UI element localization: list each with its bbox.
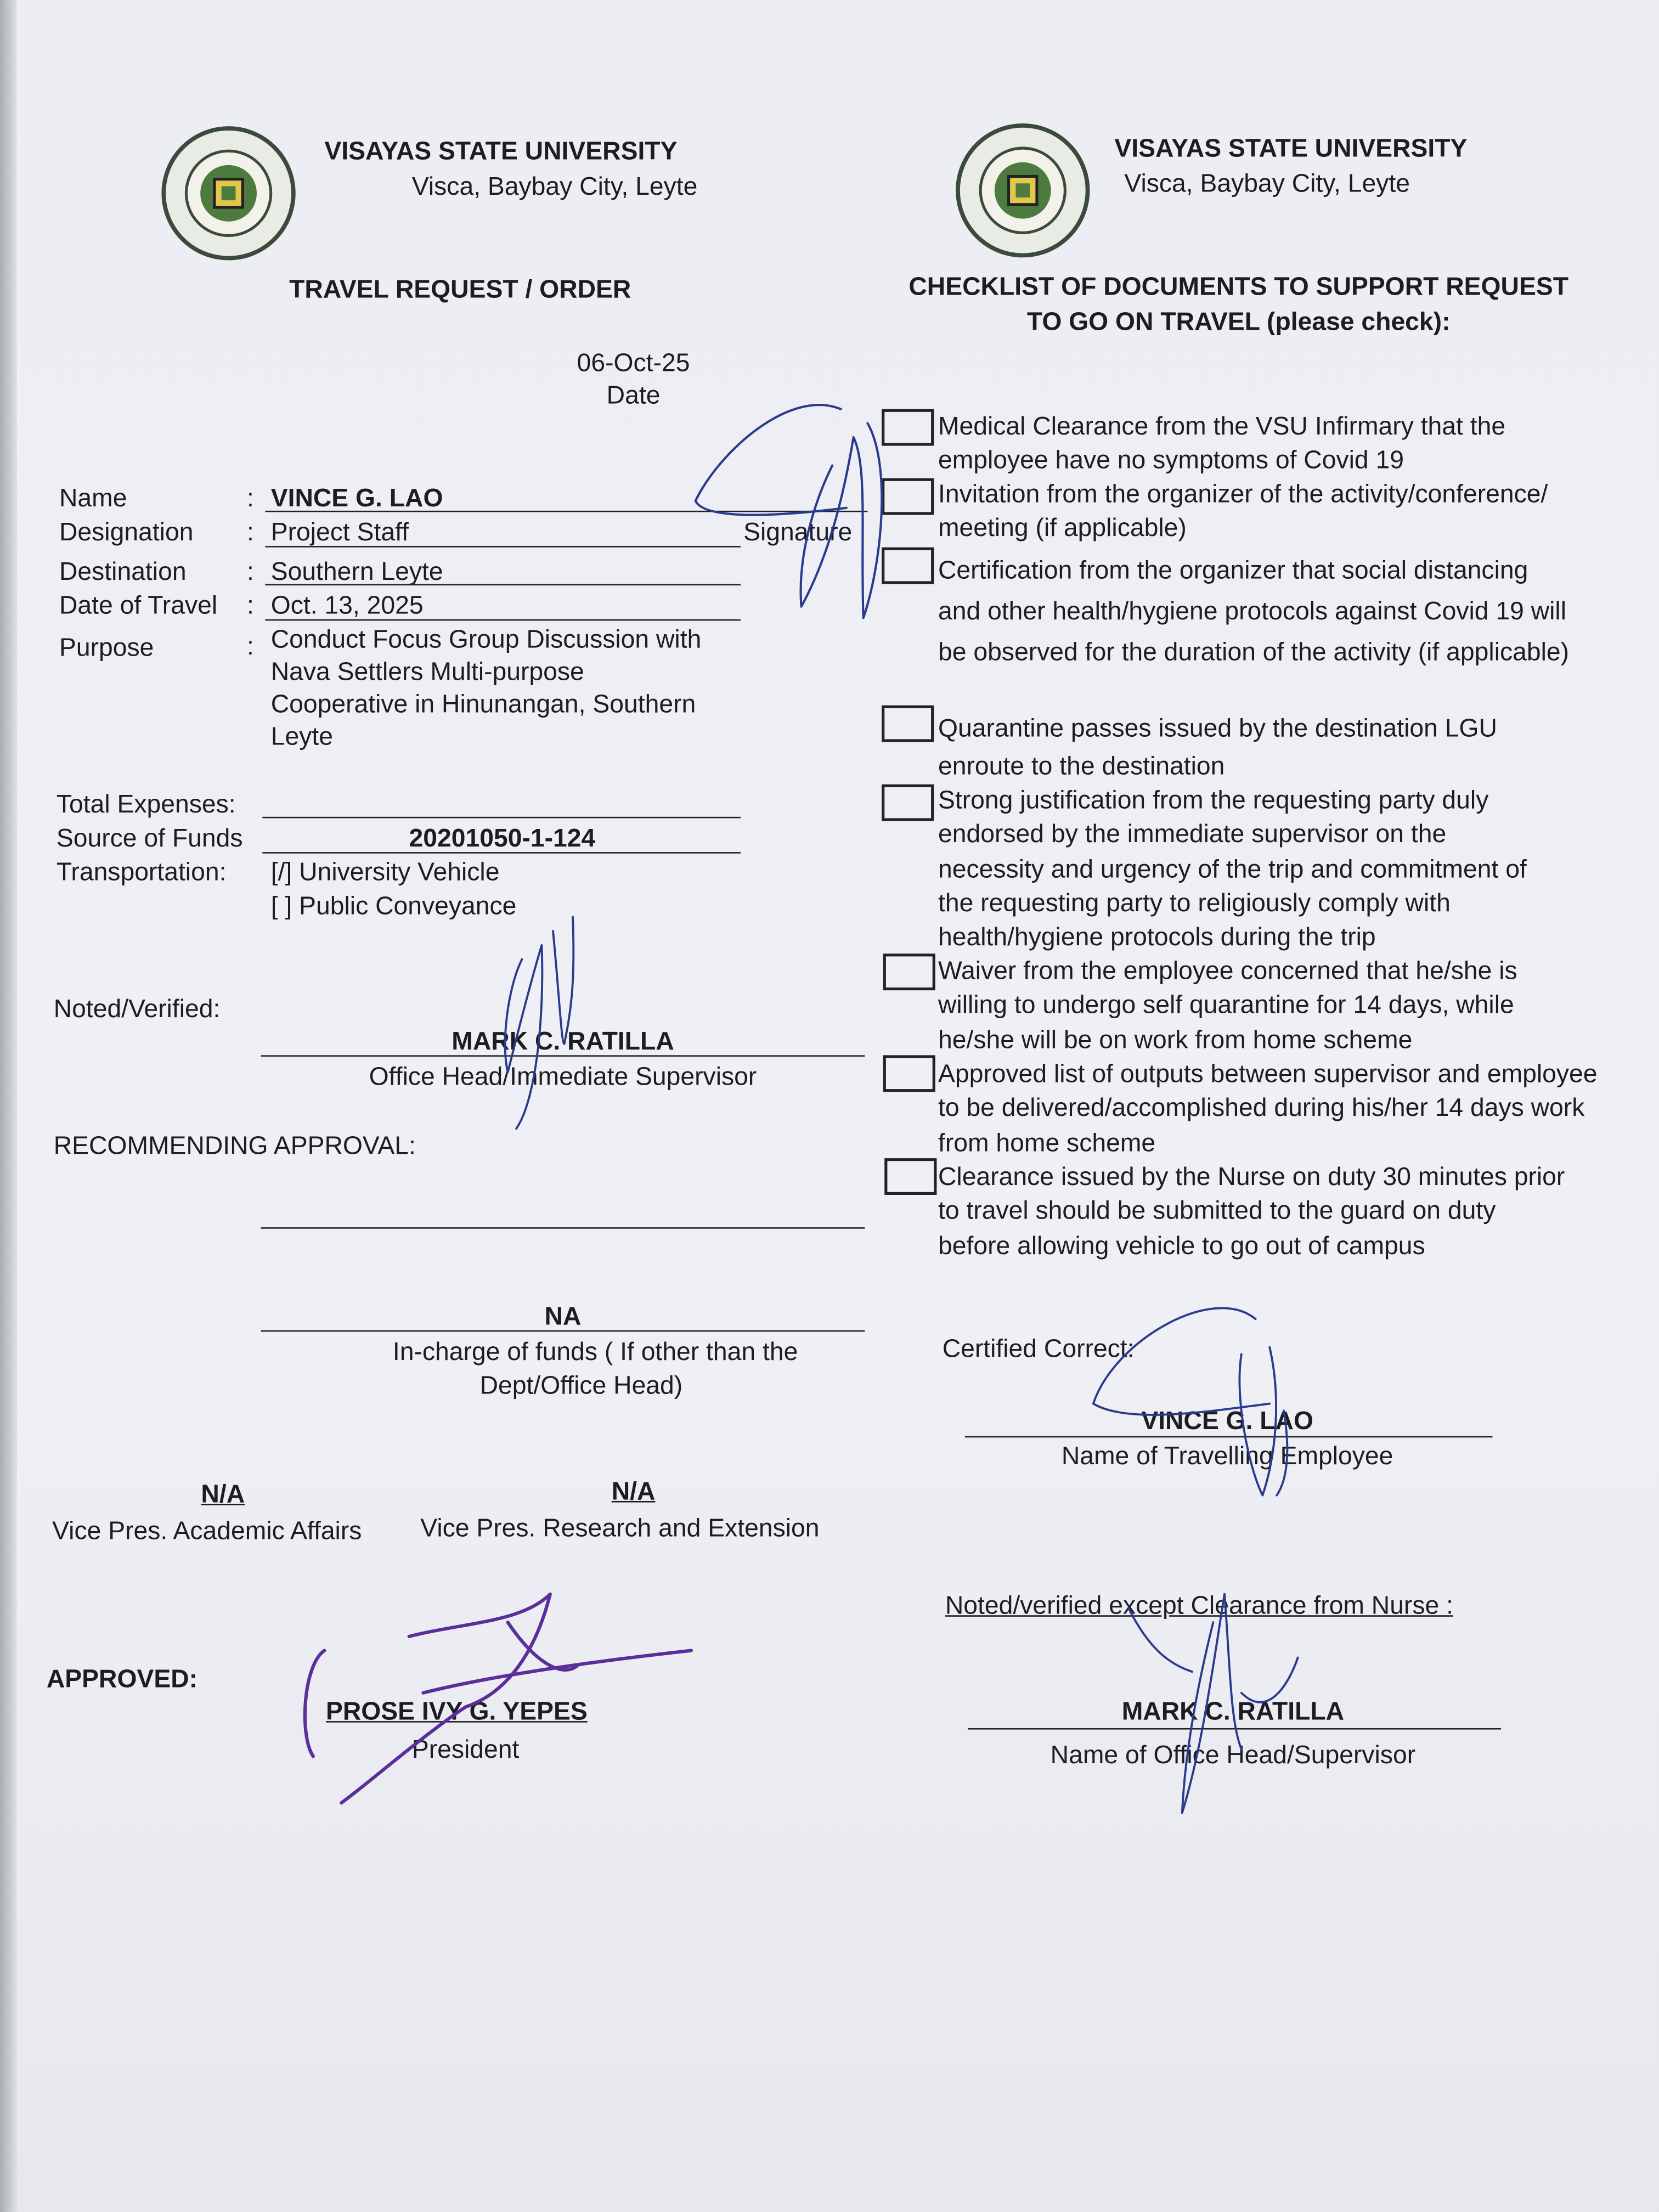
checklist-checkbox[interactable] <box>883 1055 935 1092</box>
noted-nurse-line <box>968 1728 1501 1730</box>
certified-line <box>965 1436 1493 1438</box>
signature-label: Signature <box>743 517 853 546</box>
date-of-travel-value: Oct. 13, 2025 <box>270 591 424 619</box>
designation-label: Designation <box>59 517 194 546</box>
checklist-item: Strong justification from the requesting party duly endorsed by the immediate supervisor on the necessity and urgency of the trip and commitment of the requesting party to religiously comply with health/hygiene protocols during the trip <box>938 786 1527 951</box>
approved-label: APPROVED: <box>46 1664 198 1693</box>
funds-incharge-title-2: Dept/Office Head) <box>479 1371 683 1400</box>
form-title: TRAVEL REQUEST / ORDER <box>289 275 631 303</box>
checklist-item: Waiver from the employee concerned that he/she is willing to undergo self quarantine for 14 days, while he/she will be on work from home scheme <box>938 956 1517 1053</box>
noted-label: Noted/Verified: <box>53 994 221 1023</box>
noted-nurse-label: Noted/verified except Clearance from Nurse : <box>945 1591 1453 1620</box>
vp-research-title: Vice Pres. Research and Extension <box>420 1514 820 1542</box>
checklist-checkbox[interactable] <box>882 785 934 821</box>
colon: : <box>246 557 254 586</box>
checklist-title-2: TO GO ON TRAVEL (please check): <box>1026 307 1451 336</box>
certified-name: VINCE G. LAO <box>1141 1406 1313 1435</box>
name-value: VINCE G. LAO <box>270 483 443 512</box>
checklist-title-1: CHECKLIST OF DOCUMENTS TO SUPPORT REQUEST <box>909 272 1569 301</box>
purpose-line: Conduct Focus Group Discussion with <box>270 625 702 653</box>
colon: : <box>246 591 254 619</box>
certified-label: Certified Correct: <box>942 1334 1135 1363</box>
funds-incharge-name: NA <box>544 1302 582 1330</box>
university-name-right: VISAYAS STATE UNIVERSITY <box>1114 134 1468 162</box>
noted-line <box>261 1055 865 1057</box>
noted-nurse-title: Name of Office Head/Supervisor <box>1050 1741 1416 1769</box>
university-seal-left <box>161 126 296 261</box>
name-line <box>265 511 867 512</box>
checklist-item: Clearance issued by the Nurse on duty 30 minutes prior to travel should be submitted to the guard on duty before allowing vehicle to go out of campus <box>938 1162 1565 1260</box>
checklist-item: Medical Clearance from the VSU Infirmary that the employee have no symptoms of Covid 19 <box>938 411 1506 475</box>
checklist-item: Invitation from the organizer of the activity/conference/ meeting (if applicable) <box>938 479 1548 543</box>
colon: : <box>246 631 254 661</box>
vp-research-name: N/A <box>611 1477 656 1505</box>
university-address-right: Visca, Baybay City, Leyte <box>1124 169 1410 198</box>
transport-option-university-vehicle: [/] University Vehicle <box>270 857 500 886</box>
total-expenses-label: Total Expenses: <box>56 789 236 819</box>
paper-edge <box>0 0 17 2212</box>
vp-academic-title: Vice Pres. Academic Affairs <box>52 1516 362 1545</box>
designation-value: Project Staff <box>270 517 409 546</box>
funds-incharge-title-1: In-charge of funds ( If other than the <box>392 1337 798 1366</box>
purpose-line: Nava Settlers Multi-purpose <box>270 657 584 686</box>
university-address: Visca, Baybay City, Leyte <box>411 172 698 201</box>
checklist-item: Certification from the organizer that social distancing and other health/hygiene protocols against Covid 19 will be observed for the duration of the activity (if applicable) <box>938 556 1570 666</box>
noted-title: Office Head/Immediate Supervisor <box>369 1062 757 1091</box>
source-of-funds-label: Source of Funds <box>56 823 243 853</box>
transportation-label: Transportation: <box>56 857 227 886</box>
source-of-funds-line <box>262 852 741 854</box>
destination-line <box>265 584 741 586</box>
checklist-checkbox[interactable] <box>882 548 934 584</box>
destination-label: Destination <box>59 557 187 586</box>
date-value: 06-Oct-25 <box>577 348 690 377</box>
date-of-travel-label: Date of Travel <box>59 591 218 619</box>
name-label: Name <box>59 483 127 512</box>
checklist-checkbox[interactable] <box>882 478 934 515</box>
destination-value: Southern Leyte <box>270 557 443 586</box>
supervisor-signature-top <box>505 917 574 1128</box>
colon: : <box>246 483 254 512</box>
checklist-checkbox[interactable] <box>884 1158 936 1195</box>
university-seal-right <box>955 123 1091 258</box>
colon: : <box>246 517 254 546</box>
purpose-line: Leyte <box>270 722 333 751</box>
checklist-checkbox[interactable] <box>883 953 935 990</box>
transport-option-public-conveyance: [ ] Public Conveyance <box>270 891 517 920</box>
noted-name: MARK C. RATILLA <box>452 1026 674 1056</box>
date-label: Date <box>606 381 661 409</box>
approved-name: PROSE IVY G. YEPES <box>325 1697 588 1725</box>
checklist-checkbox[interactable] <box>882 706 934 742</box>
checklist-checkbox[interactable] <box>882 409 934 446</box>
source-of-funds-value: 20201050-1-124 <box>409 823 596 853</box>
total-expenses-line <box>262 817 741 819</box>
designation-line <box>265 546 741 548</box>
vp-academic-name: N/A <box>201 1480 245 1508</box>
date-of-travel-line <box>265 619 741 621</box>
recommending-label: RECOMMENDING APPROVAL: <box>53 1131 416 1160</box>
purpose-line: Cooperative in Hinunangan, Southern <box>270 690 696 718</box>
checklist-item: Approved list of outputs between supervisor and employee to be delivered/accomplished during his/her 14 days work from home scheme <box>938 1059 1598 1156</box>
approved-title: President <box>411 1735 520 1764</box>
university-name: VISAYAS STATE UNIVERSITY <box>324 137 678 165</box>
recommending-line <box>261 1227 865 1229</box>
checklist-item: Quarantine passes issued by the destination LGU enroute to the destination <box>938 714 1497 780</box>
funds-incharge-line <box>261 1330 865 1332</box>
certified-title: Name of Travelling Employee <box>1061 1441 1393 1470</box>
purpose-label: Purpose <box>59 633 154 662</box>
noted-nurse-name: MARK C. RATILLA <box>1121 1697 1345 1725</box>
